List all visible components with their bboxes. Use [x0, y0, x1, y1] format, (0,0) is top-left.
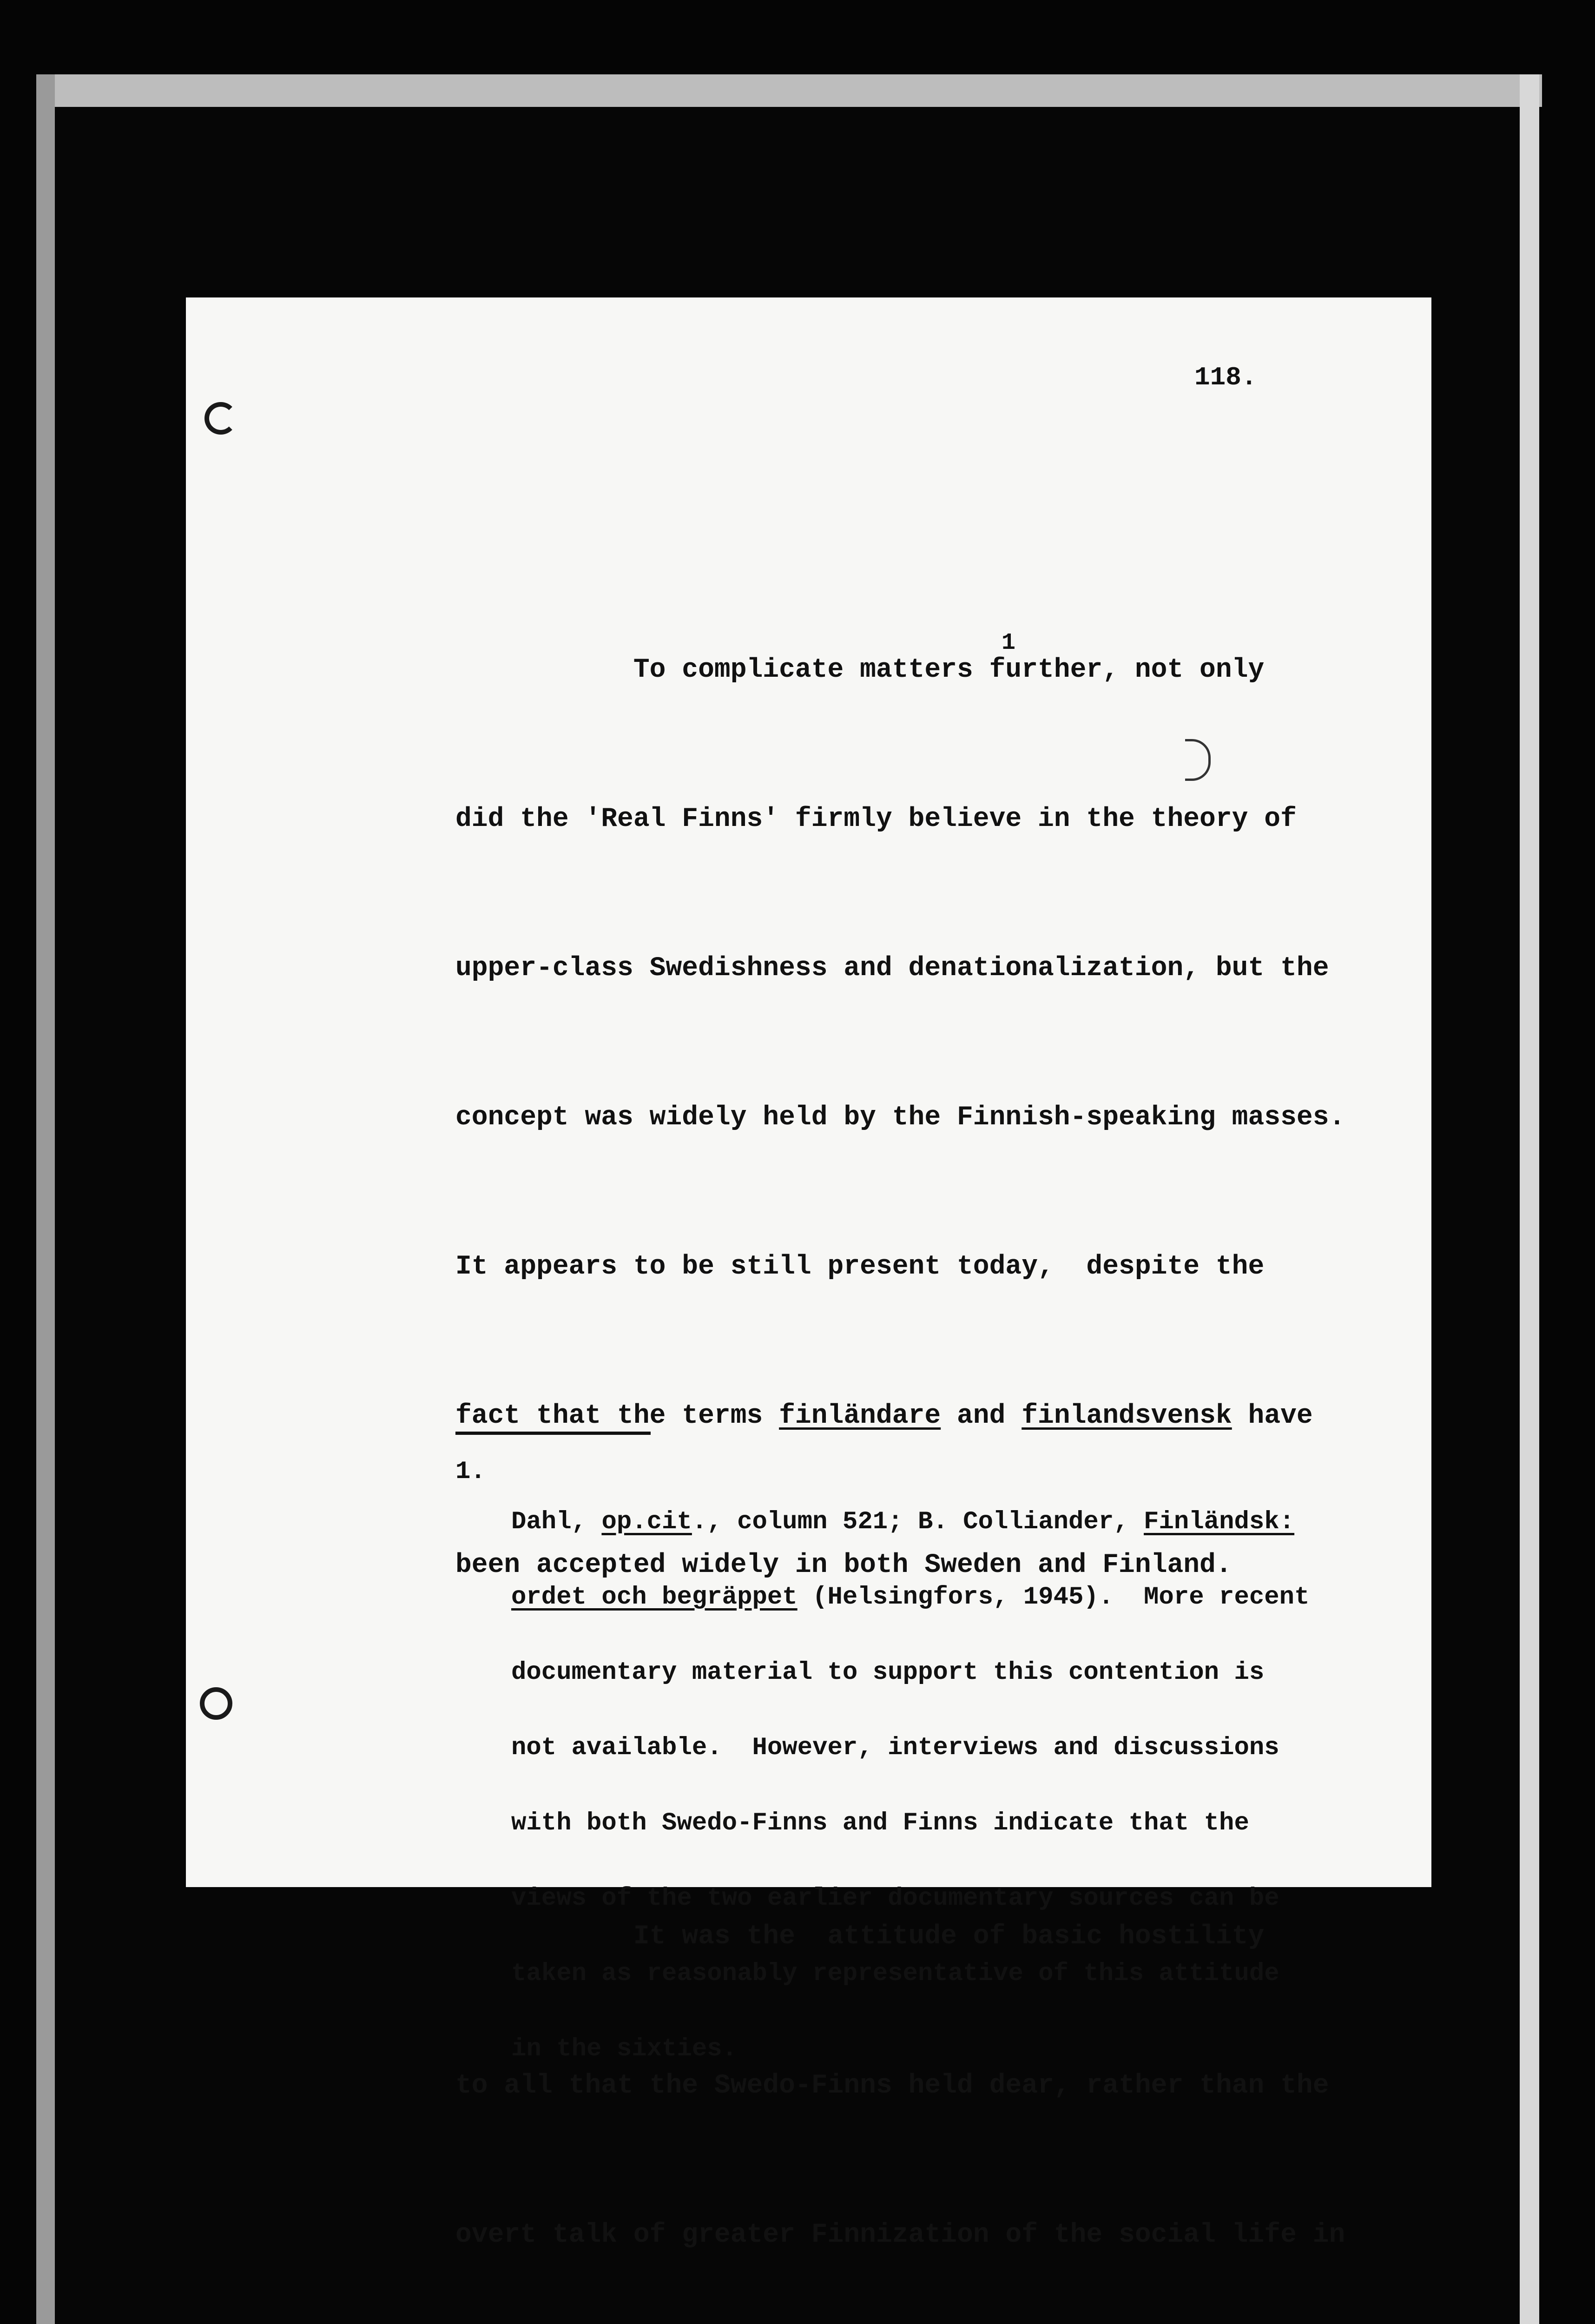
text-span: ., column 521; B. Colliander, — [692, 1508, 1144, 1536]
text-span: have — [1232, 1401, 1313, 1431]
text-span: Dahl, — [511, 1508, 602, 1536]
film-frame-left — [36, 74, 55, 2324]
text-line: To complicate matters further, not only — [455, 655, 1265, 685]
punch-hole-top — [204, 402, 237, 435]
footnote-text — [511, 1459, 1309, 2112]
text-line: to all that the Swedo-Finns held dear, rather than the — [455, 2071, 1329, 2101]
text-line: concept was widely held by the Finnish-speaking masses. — [455, 1103, 1345, 1133]
text-span: (Helsingfors, 1945). More recent — [797, 1583, 1310, 1611]
footnote-mark: 1. — [455, 1458, 486, 1486]
underlined-term: finländare — [779, 1401, 941, 1431]
footnote-line: taken as reasonably representative of this attitude — [511, 1960, 1279, 1988]
footnote-line — [511, 1510, 1309, 1535]
punch-hole-bottom — [200, 1687, 232, 1720]
underlined-term: Finländsk: — [1144, 1508, 1295, 1536]
footnote-line: with both Swedo-Finns and Finns indicate that the — [511, 1809, 1249, 1837]
text-span: and — [941, 1401, 1022, 1431]
footnote-line: not available. However, interviews and discussions — [511, 1734, 1279, 1762]
footnote-line: documentary material to support this contention is — [511, 1658, 1265, 1687]
footnote-line: views of the two earlier documentary sources can be — [511, 1884, 1279, 1913]
footnote-reference: 1 — [1002, 630, 1016, 656]
text-line: overt talk of greater Finnization of the social life in — [455, 2220, 1345, 2250]
film-frame-top — [36, 74, 1542, 107]
text-line: It appears to be still present today, despite the — [455, 1252, 1265, 1282]
footnote-rule — [455, 1432, 651, 1435]
footnote-line — [511, 1585, 1309, 1610]
text-span: fact that the terms — [455, 1401, 779, 1431]
text-line: did the 'Real Finns' firmly believe in the theory of — [455, 804, 1297, 834]
text-line: It was the attitude of basic hostility — [455, 1921, 1265, 1952]
document-page — [186, 297, 1431, 2250]
underlined-term: ordet och begräppet — [511, 1583, 798, 1611]
page-number: 118. — [1194, 363, 1257, 392]
text-line: upper-class Swedishness and denationalization, but the — [455, 953, 1329, 984]
underlined-term: finlandsvensk — [1022, 1401, 1232, 1431]
film-frame-right — [1520, 74, 1539, 2324]
footnote-line: in the sixties. — [511, 2035, 738, 2063]
underlined-term: op.cit — [601, 1508, 692, 1536]
text-line: been accepted widely in both Sweden and Finland. — [455, 1550, 1232, 1580]
